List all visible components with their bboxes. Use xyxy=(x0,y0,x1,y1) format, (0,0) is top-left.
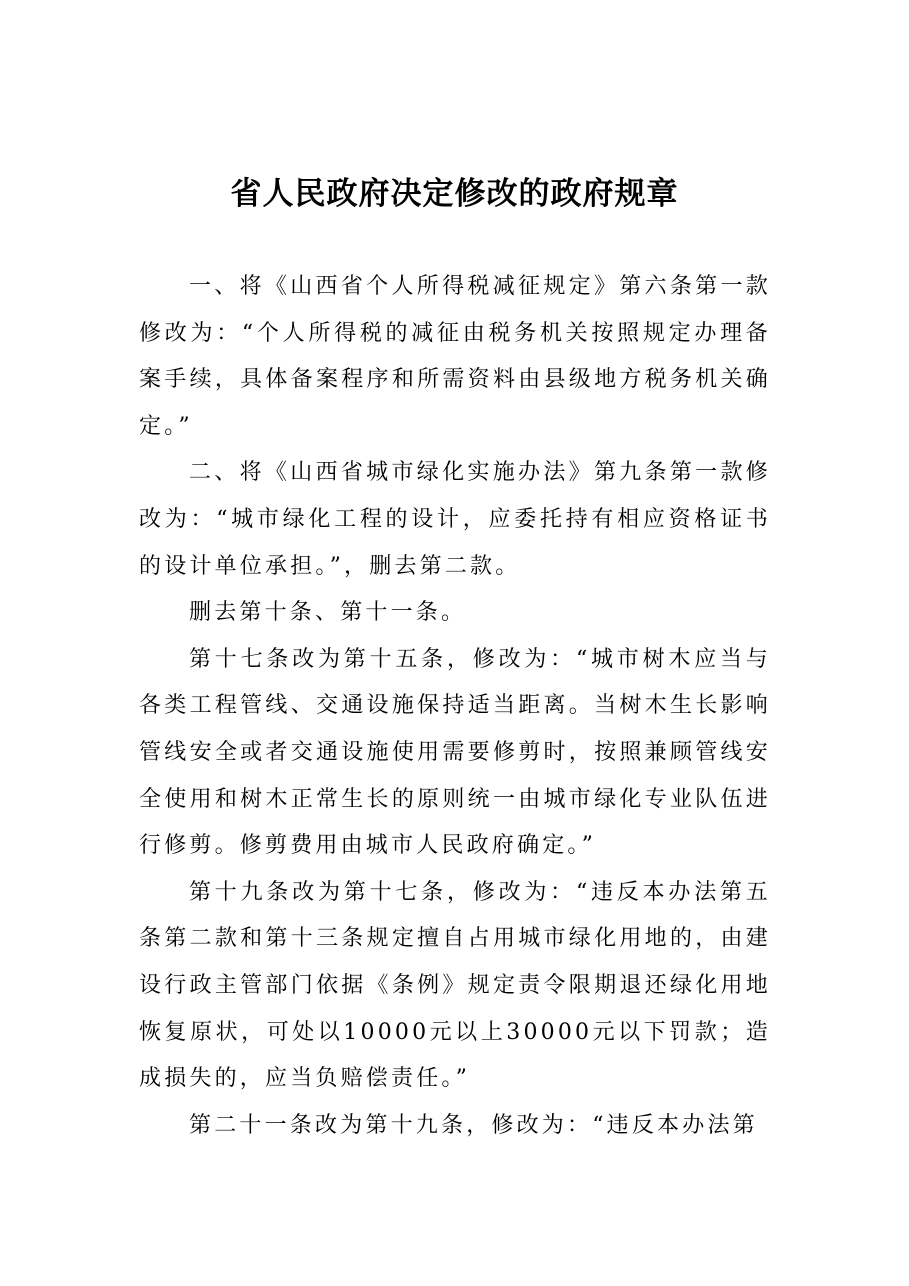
document-body xyxy=(139,264,771,1149)
paragraph-5: 第十九条改为第十七条，修改为：“违反本办法第五条第二款和第十三条规定擅自占用城市绿化用地的，由建设行政主管部门依据《条例》规定责令限期退还绿化用地恢复原状，可处以10000元以上30000元以下罚款；造成损失的，应当负赔偿责任。” xyxy=(139,879,771,1092)
paragraph-4: 第十七条改为第十五条，修改为：“城市树木应当与各类工程管线、交通设施保持适当距离。当树木生长影响管线安全或者交通设施使用需要修剪时，按照兼顾管线安全使用和树木正常生长的原则统一由城市绿化专业队伍进行修剪。修剪费用由城市人民政府确定。” xyxy=(139,646,771,859)
paragraph-3: 删去第十条、第十一条。 xyxy=(189,600,467,626)
paragraph-2: 二、将《山西省城市绿化实施办法》第九条第一款修改为：“城市绿化工程的设计，应委托持有相应资格证书的设计单位承担。”，删去第二款。 xyxy=(139,460,771,579)
paragraph-1: 一、将《山西省个人所得税减征规定》第六条第一款修改为：“个人所得税的减征由税务机关按照规定办理备案手续，具体备案程序和所需资料由县级地方税务机关确定。” xyxy=(139,274,771,439)
paragraph-6: 第二十一条改为第十九条，修改为：“违反本办法第 xyxy=(189,1112,758,1138)
document-title: 省人民政府决定修改的政府规章 xyxy=(230,176,679,212)
